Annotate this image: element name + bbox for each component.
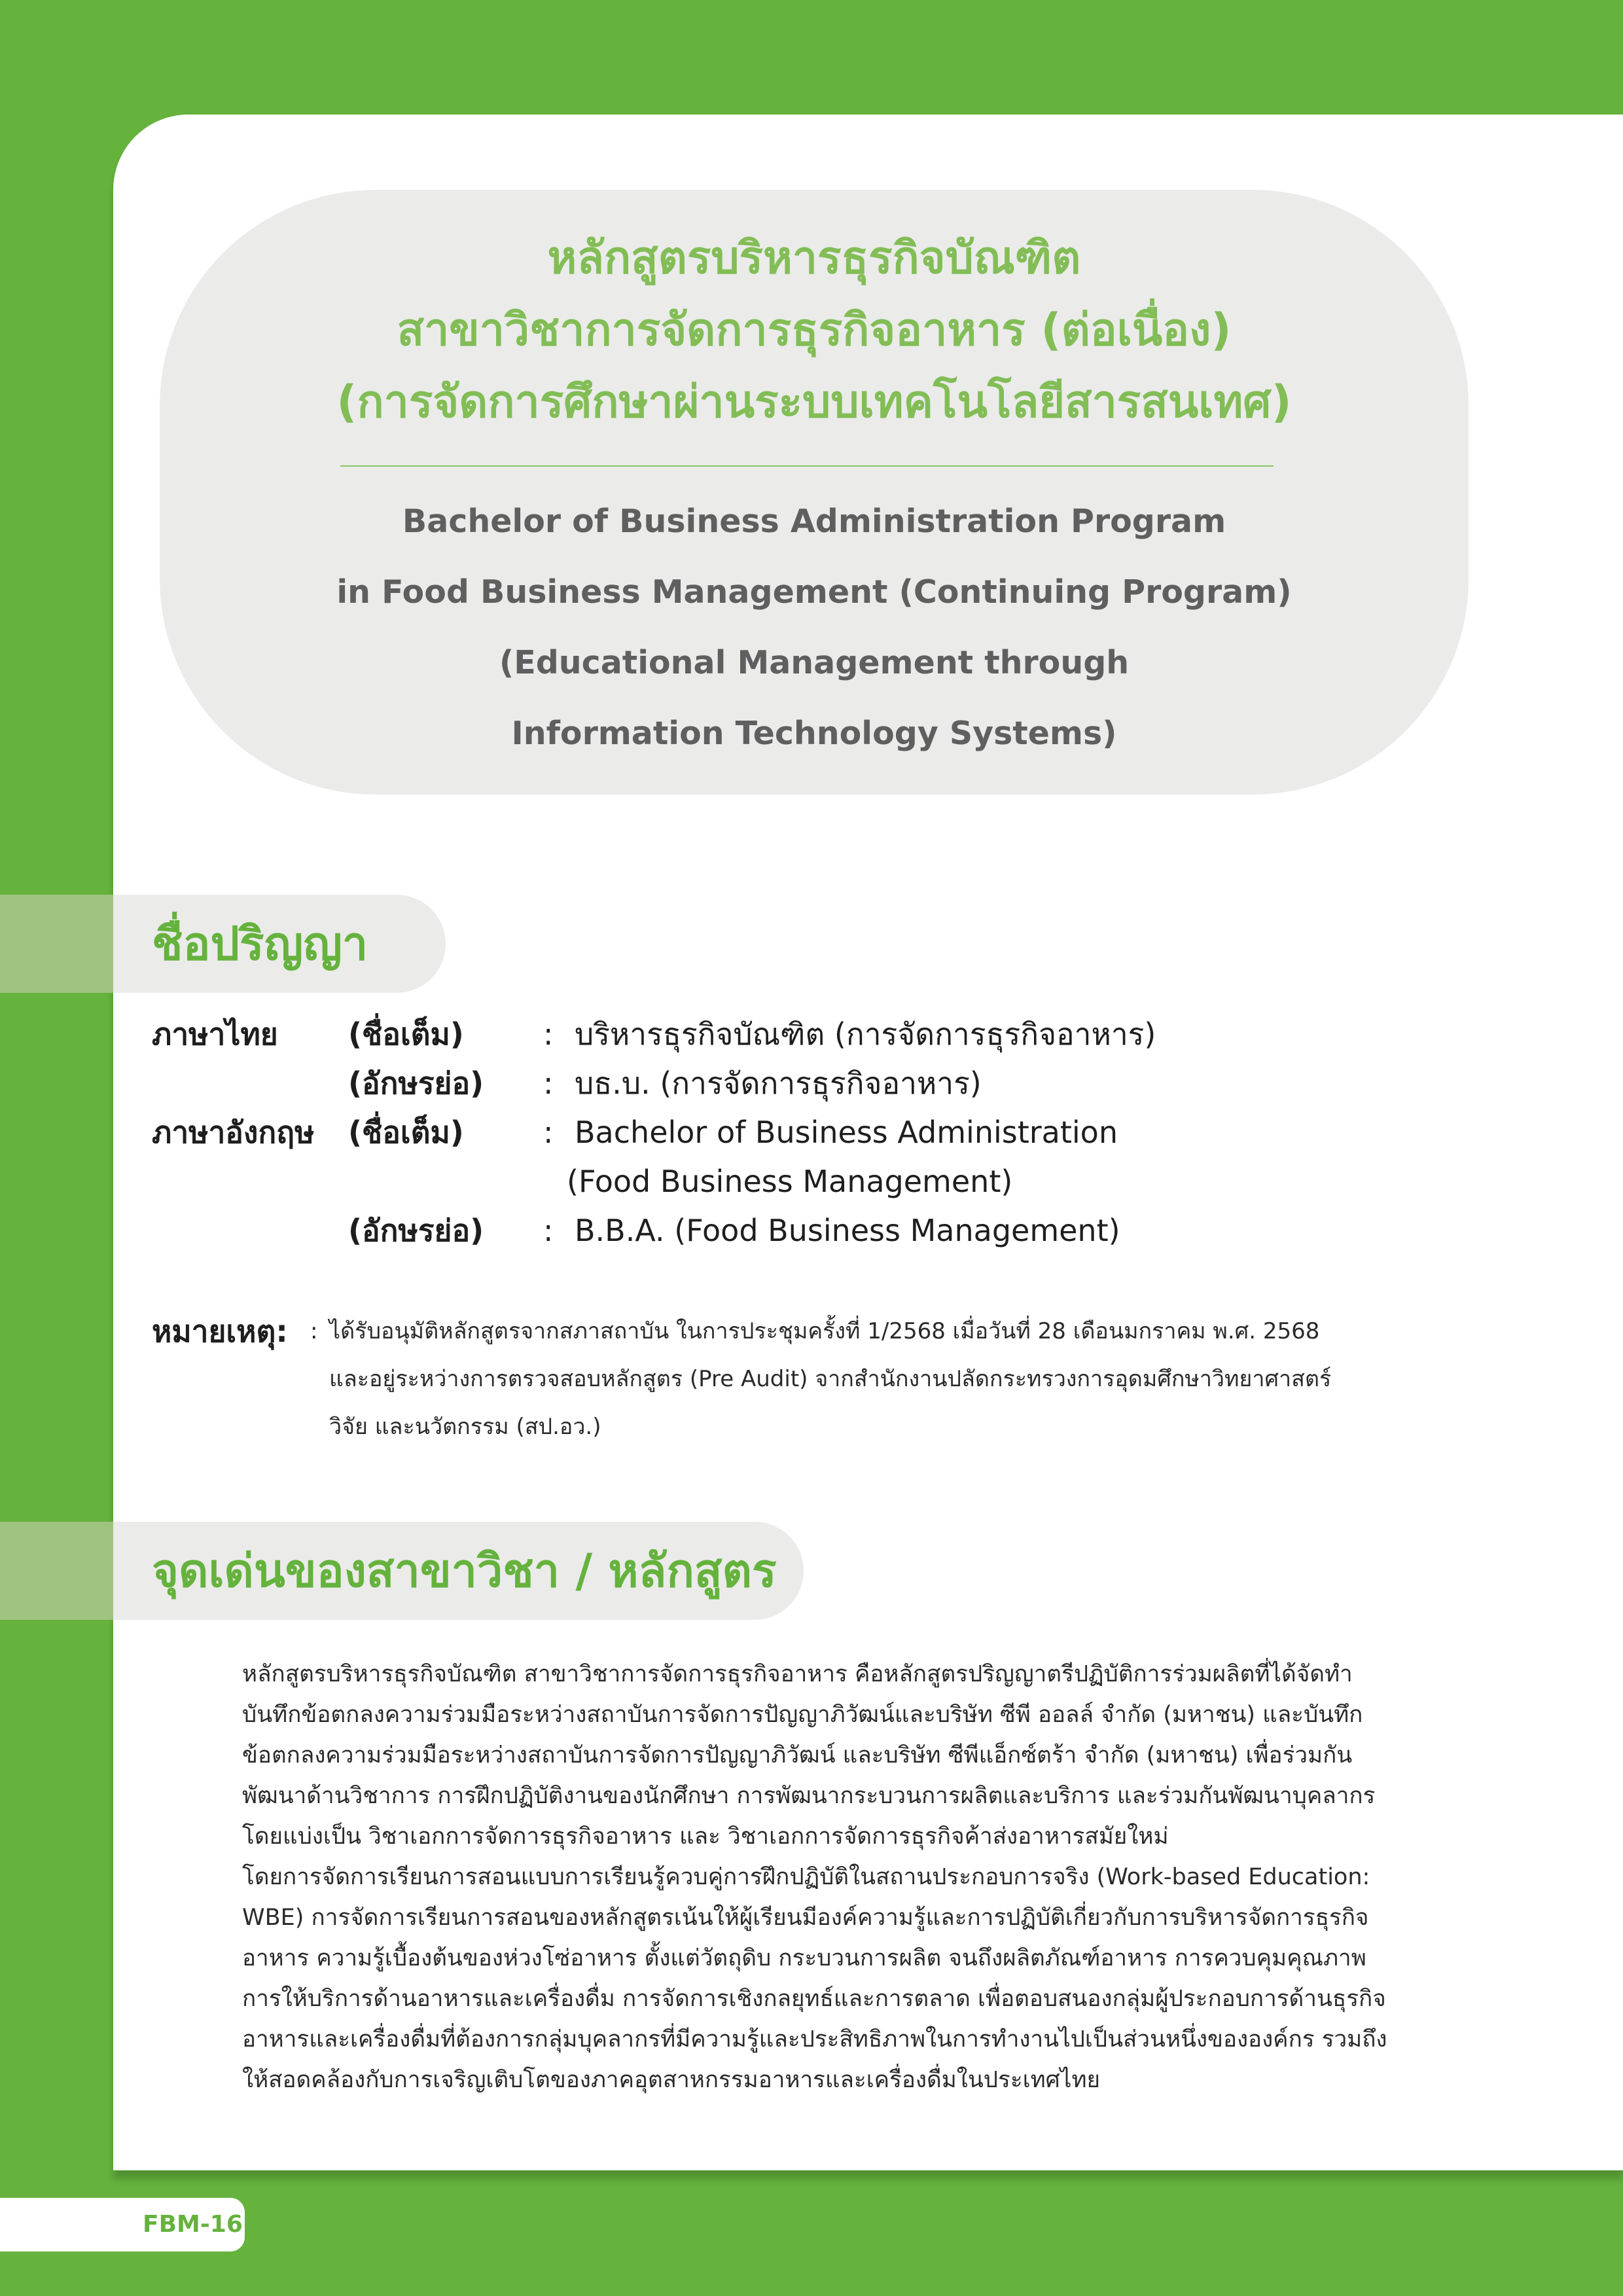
english-abbr-colon: : xyxy=(543,1213,554,1248)
note-line-2: และอยู่ระหว่างการตรวจสอบหลักสูตร (Pre Audit) จากสำนักงานปลัดกระทรวงการอุดมศึกษาวิทยาศาสตร์ xyxy=(329,1366,1332,1392)
highlights-tab-accent xyxy=(0,1522,113,1620)
english-full-degree-line-1: Bachelor of Business Administration xyxy=(575,1115,1118,1150)
note-line-3: วิจัย และนวัตกรรม (สป.อว.) xyxy=(329,1414,601,1440)
highlights-line-6: โดยการจัดการเรียนการสอนแบบการเรียนรู้ควบคู่การฝึกปฏิบัติในสถานประกอบการจริง (Work-based Education: xyxy=(242,1864,1370,1890)
highlights-line-11: ให้สอดคล้องกับการเจริญเติบโตของภาคอุตสาหกรรมอาหารและเครื่องดื่มในประเทศไทย xyxy=(242,2067,1101,2093)
english-language-label: ภาษาอังกฤษ xyxy=(152,1115,315,1150)
highlights-line-4: พัฒนาด้านวิชาการ การฝึกปฏิบัติงานของนักศึกษา การพัฒนากระบวนการผลิตและบริการ และร่วมกันพัฒนาบุคลากร xyxy=(242,1783,1376,1809)
highlights-line-5: โดยแบ่งเป็น วิชาเอกการจัดการธุรกิจอาหาร และ วิชาเอกการจัดการธุรกิจค้าส่งอาหารสมัยใหม่ xyxy=(242,1823,1169,1850)
highlights-line-10: อาหารและเครื่องดื่มที่ต้องการกลุ่มบุคลากรที่มีความรู้และประสิทธิภาพในการทำงานไปเป็นส่วนหนึ่งขององค์กร รวมถึง xyxy=(242,2026,1387,2053)
page-number: FBM-16 xyxy=(143,2211,243,2238)
highlights-line-3: ข้อตกลงความร่วมมือระหว่างสถาบันการจัดการปัญญาภิวัฒน์ และบริษัท ซีพีแอ็กซ์ตร้า จำกัด (มหาชน) เพื่อร่วมกัน xyxy=(242,1742,1353,1768)
thai-full-degree: บริหารธุรกิจบัณฑิต (การจัดการธุรกิจอาหาร) xyxy=(575,1016,1156,1052)
degree-section-heading: ชื่อปริญญา xyxy=(152,917,368,971)
highlights-line-9: การให้บริการด้านอาหารและเครื่องดื่ม การจัดการเชิงกลยุทธ์และการตลาด เพื่อตอบสนองกลุ่มผู้ประกอบการด้านธุรกิจ xyxy=(242,1986,1386,2012)
degree-tab-accent xyxy=(0,895,113,993)
english-full-colon: : xyxy=(543,1115,554,1150)
note-colon: : xyxy=(310,1318,318,1344)
english-full-label: (ชื่อเต็ม) xyxy=(348,1115,464,1150)
highlights-line-8: อาหาร ความรู้เบื้องต้นของห่วงโซ่อาหาร ตั้งแต่วัตถุดิบ กระบวนการผลิต จนถึงผลิตภัณฑ์อาหาร การควบคุมคุณภาพ xyxy=(242,1945,1366,1971)
thai-abbr-colon: : xyxy=(543,1066,554,1101)
english-title-line-4: Information Technology Systems) xyxy=(511,715,1117,752)
highlights-line-1: หลักสูตรบริหารธุรกิจบัณฑิต สาขาวิชาการจัดการธุรกิจอาหาร คือหลักสูตรปริญญาตรีปฏิบัติการร่วมผลิตที่ได้จัดทำ xyxy=(242,1661,1353,1687)
thai-abbr-label: (อักษรย่อ) xyxy=(348,1066,484,1101)
highlights-line-2: บันทึกข้อตกลงความร่วมมือระหว่างสถาบันการจัดการปัญญาภิวัฒน์และบริษัท ซีพี ออลล์ จำกัด (มหาชน) และบันทึก xyxy=(242,1702,1363,1728)
thai-full-colon: : xyxy=(543,1016,554,1052)
thai-language-label: ภาษาไทย xyxy=(152,1016,278,1052)
thai-title-line-3: (การจัดการศึกษาผ่านระบบเทคโนโลยีสารสนเทศ) xyxy=(336,376,1292,428)
english-title-line-2: in Food Business Management (Continuing Program) xyxy=(336,573,1292,611)
thai-full-label: (ชื่อเต็ม) xyxy=(348,1016,464,1052)
thai-title-line-1: หลักสูตรบริหารธุรกิจบัณฑิต xyxy=(547,232,1081,284)
english-title-line-1: Bachelor of Business Administration Program xyxy=(402,503,1226,540)
english-title-line-3: (Educational Management through xyxy=(499,644,1130,681)
english-full-degree-line-2: (Food Business Management) xyxy=(567,1164,1013,1199)
thai-abbr-degree: บธ.บ. (การจัดการธุรกิจอาหาร) xyxy=(575,1066,982,1101)
thai-title-line-2: สาขาวิชาการจัดการธุรกิจอาหาร (ต่อเนื่อง) xyxy=(397,304,1232,356)
title-divider xyxy=(340,465,1274,467)
note-label: หมายเหตุ: xyxy=(152,1314,288,1349)
note-line-1: ได้รับอนุมัติหลักสูตรจากสภาสถาบัน ในการประชุมครั้งที่ 1/2568 เมื่อวันที่ 28 เดือนมกราคม พ.ศ. 2568 xyxy=(329,1318,1320,1344)
english-abbr-degree: B.B.A. (Food Business Management) xyxy=(575,1213,1120,1248)
english-abbr-label: (อักษรย่อ) xyxy=(348,1213,484,1248)
highlights-line-7: WBE) การจัดการเรียนการสอนของหลักสูตรเน้นให้ผู้เรียนมีองค์ความรู้และการปฏิบัติเกี่ยวกับการบริหารจัดการธุรกิจ xyxy=(242,1905,1369,1931)
highlights-section-heading: จุดเด่นของสาขาวิชา / หลักสูตร xyxy=(152,1544,777,1598)
